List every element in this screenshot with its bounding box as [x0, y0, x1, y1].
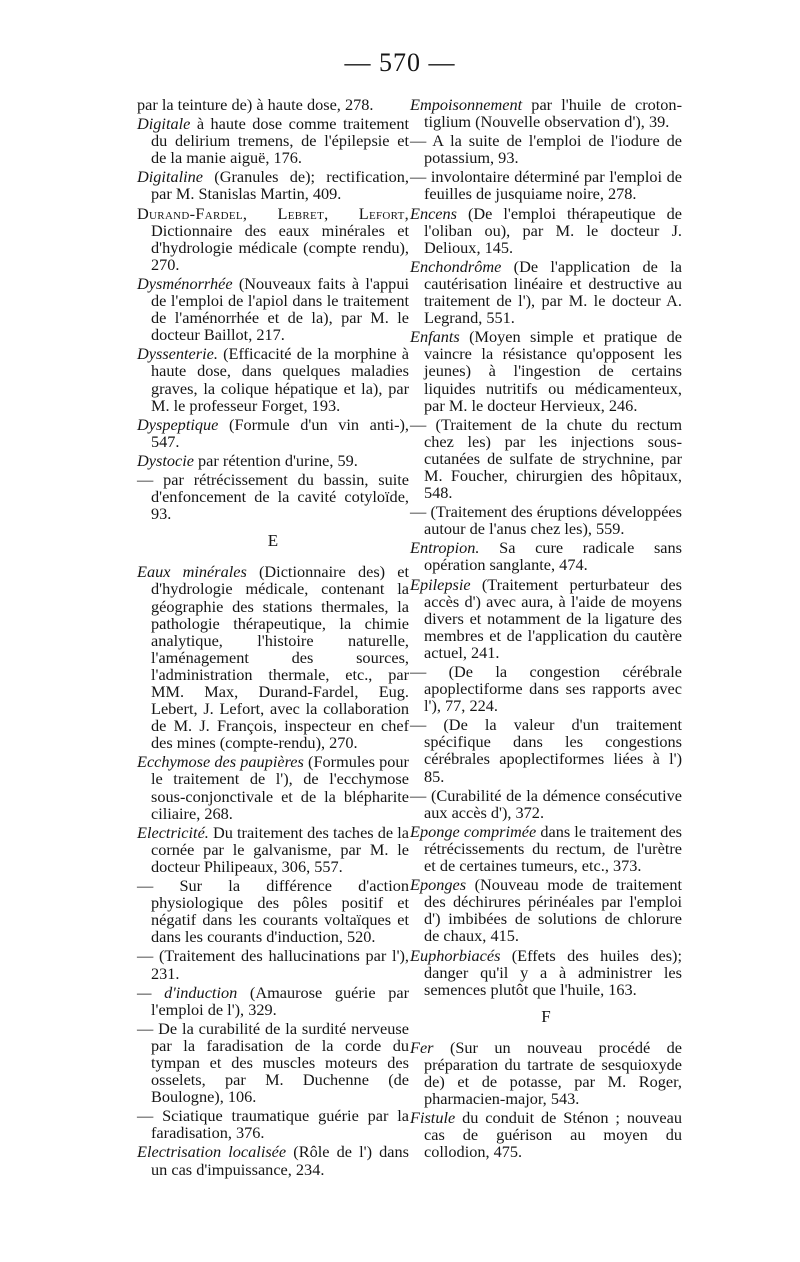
- entry-headword: Ecchymose des paupières: [137, 752, 304, 772]
- entry-text: par l'huile de croton-tiglium (Nouvelle observation d'), 39.: [424, 95, 682, 132]
- index-entry: [410, 876, 682, 944]
- entry-text: — (Traitement des éruptions développées autour de l'anus chez les), 559.: [410, 502, 682, 539]
- entry-text: (Moyen simple et pratique de vaincre la résistance qu'opposent les jeunes) à l'ingestion de certains liquides nutritifs ou médicamenteux, par M. le docteur Hervieux, 246.: [424, 327, 682, 415]
- entry-text: (Nouveau mode de traitement des déchirures périnéales par l'emploi d') imbibées de solutions de chlorure de chaux, 415.: [424, 875, 682, 946]
- entry-headword: Enchondrôme: [410, 256, 502, 276]
- entry-text: — par rétrécissement du bassin, suite d'enfoncement de la cavité cotyloïde, 93.: [137, 469, 409, 524]
- entry-headword: Eponge comprimée: [410, 821, 537, 841]
- index-entry: [410, 823, 682, 874]
- index-entry: [137, 947, 409, 981]
- index-entry: [137, 345, 409, 413]
- index-entry: [137, 1107, 409, 1141]
- entry-text: — Sur la différence d'action physiologique des pôles positif et négatif dans les courants voltaïques et dans les courants d'induction, 520.: [137, 876, 409, 947]
- entry-text: — A la suite de l'emploi de l'iodure de potassium, 93.: [410, 131, 682, 168]
- entry-text: (Sur un nouveau procédé de préparation du tartrate de sesquioxyde de) et de potasse, par M. Roger, pharmacien-major, 543.: [424, 1037, 682, 1109]
- section-letter: E: [267, 531, 279, 551]
- entry-text: — (Traitement de la chute du rectum chez les) par les injections sous-cutanées de sulfate de strychnine, par M. Foucher, chirurgien des hôpitaux, 548.: [410, 414, 682, 503]
- entry-headword: Dysménorrhée: [137, 273, 233, 293]
- entry-text: par rétention d'urine, 59.: [193, 450, 358, 470]
- entry-headword: Epilepsie: [410, 574, 471, 594]
- entry-text: (De l'application de la cautérisation linéaire et destructive au traitement de l'), par M. le docteur A. Legrand, 551.: [424, 256, 682, 328]
- entry-headword: Durand-Fardel, Lebret, Lefort,: [137, 203, 409, 223]
- index-entry: [410, 205, 682, 256]
- entry-text: (Dictionnaire des) et d'hydrologie médicale, contenant la géographie des stations thermales, la pathologie thérapeutique, la chimie analytique, l'histoire naturelle, l'aménagement des sources, l'administration thermale, etc., par MM. Max, Durand-Fardel, Eug. Lebert, J. Lefort, avec la collaboration de M. J. François, inspecteur en chef des mines (compte-rendu), 270.: [151, 562, 409, 753]
- index-entry: [410, 716, 682, 784]
- index-entry: [410, 1039, 682, 1107]
- entry-text: Dictionnaire des eaux minérales et d'hydrologie médicale (compte rendu), 270.: [151, 220, 409, 274]
- entry-headword: Dyssenterie.: [137, 344, 218, 364]
- entry-text: (Rôle de l') dans un cas d'impuissance, 234.: [151, 1142, 410, 1179]
- index-entry: [137, 984, 409, 1018]
- entry-headword: — d'induction: [137, 982, 238, 1002]
- page-number: — 570 —: [344, 48, 456, 77]
- entry-text: (Efficacité de la morphine à haute dose, dans quelques maladies graves, la colique hépatique et la), par M. le professeur Forget, 193.: [151, 344, 409, 415]
- entry-text: (Amaurose guérie par l'emploi de l'), 329.: [151, 982, 409, 1019]
- entry-headword: Digitaline: [137, 167, 204, 187]
- entry-text: (Nouveaux faits à l'appui de l'emploi de l'apiol dans le traitement de l'aménorrhée et de la), par M. le docteur Baillot, 217.: [151, 273, 409, 345]
- index-entry: [410, 96, 682, 130]
- index-entry: [137, 1020, 409, 1105]
- index-entry: [410, 539, 682, 573]
- entry-headword: Eaux minérales: [137, 562, 247, 582]
- index-entry: [137, 753, 409, 821]
- index-entry: [410, 328, 682, 413]
- index-entry: [137, 275, 409, 343]
- entry-text: — (De la congestion cérébrale apoplectiforme dans ses rapports avec l'), 77, 224.: [410, 662, 682, 716]
- entry-headword: Fer: [410, 1037, 434, 1057]
- entry-text: (De l'emploi thérapeutique de l'oliban ou), par M. le docteur J. Delioux, 145.: [424, 203, 682, 257]
- entry-headword: Electrisation localisée: [137, 1142, 287, 1162]
- entry-text: — Sciatique traumatique guérie par la faradisation, 376.: [137, 1106, 409, 1143]
- index-entry: [137, 96, 409, 113]
- entry-text: (Granules de); rectification, par M. Stanislas Martin, 409.: [151, 167, 409, 204]
- index-entry: [137, 205, 409, 273]
- index-entry: [137, 824, 409, 875]
- entry-headword: Enfants: [410, 327, 460, 347]
- entry-text: dans le traitement des rétrécissements du rectum, de l'urètre et de certaines tumeurs, etc., 373.: [424, 821, 683, 876]
- index-entry: [137, 168, 409, 202]
- entry-headword: Empoisonnement: [410, 95, 523, 114]
- index-entry: [410, 1109, 682, 1160]
- entry-text: du conduit de Sténon ; nouveau cas de guérison au moyen du collodion, 475.: [424, 1108, 682, 1162]
- entry-text: — (De la valeur d'un traitement spécifique dans les congestions cérébrales apoplectiformes liées à l') 85.: [410, 715, 682, 786]
- entry-headword: Electricité.: [137, 822, 209, 842]
- entry-headword: Digitale: [137, 114, 191, 134]
- entry-headword: Encens: [410, 203, 458, 223]
- index-entry: [137, 563, 409, 751]
- index-entry: [410, 503, 682, 537]
- index-entry: [410, 576, 682, 661]
- entry-headword: Euphorbiacés: [410, 945, 501, 965]
- entry-text: (Effets des huiles des); danger qu'il y a à administrer les semences plutôt que l'huile, 163.: [424, 945, 682, 999]
- index-entry: [137, 115, 409, 166]
- entry-text: par la teinture de) à haute dose, 278.: [137, 95, 374, 114]
- entry-headword: Eponges: [410, 875, 467, 895]
- entry-text: — De la curabilité de la surdité nerveuse par la faradisation de la corde du tympan et des muscles moteurs des osselets, par M. Duchenne (de Boulogne), 106.: [137, 1018, 409, 1107]
- entry-text: — (Traitement des hallucinations par l'), 231.: [137, 946, 409, 983]
- entry-text: Sa cure radicale sans opération sanglante, 474.: [424, 538, 682, 575]
- index-entry: [410, 168, 682, 202]
- entry-text: — involontaire déterminé par l'emploi de feuilles de jusquiame noire, 278.: [410, 167, 682, 204]
- index-entry: [137, 1143, 409, 1177]
- entry-headword: Dystocie: [137, 450, 194, 470]
- left-column: [137, 96, 409, 1180]
- entry-text: à haute dose comme traitement du delirium tremens, de l'épilepsie et de la manie aiguë, 176.: [151, 114, 409, 168]
- entry-text: (Formules pour le traitement de l'), de l'ecchymose sous-conjonctivale et de la blépharite ciliaire, 268.: [151, 752, 409, 823]
- index-entry: [410, 663, 682, 714]
- index-entry: [410, 258, 682, 326]
- index-entry: [410, 132, 682, 166]
- index-entry: [137, 471, 409, 522]
- right-column: [410, 96, 682, 1163]
- index-entry: [410, 416, 682, 501]
- entry-headword: Fistule: [410, 1108, 456, 1128]
- entry-headword: Entropion.: [410, 538, 480, 558]
- entry-text: (Formule d'un vin anti-), 547.: [151, 414, 409, 451]
- index-entry: [137, 416, 409, 450]
- entry-text: — (Curabilité de la démence consécutive aux accès d'), 372.: [410, 785, 682, 822]
- index-entry: [410, 947, 682, 998]
- entry-text: (Traitement perturbateur des accès d') avec aura, à l'aide de moyens divers et notamment de la ligature des membres et de l'application du cautère actuel, 241.: [424, 574, 682, 662]
- index-entry: [137, 877, 409, 945]
- index-entry: [137, 452, 409, 469]
- section-letter: F: [541, 1006, 551, 1026]
- entry-text: Du traitement des taches de la cornée par le galvanisme, par M. le docteur Philipeaux, 306, 557.: [151, 822, 409, 876]
- entry-headword: Dyspeptique: [137, 414, 219, 434]
- index-entry: [410, 787, 682, 821]
